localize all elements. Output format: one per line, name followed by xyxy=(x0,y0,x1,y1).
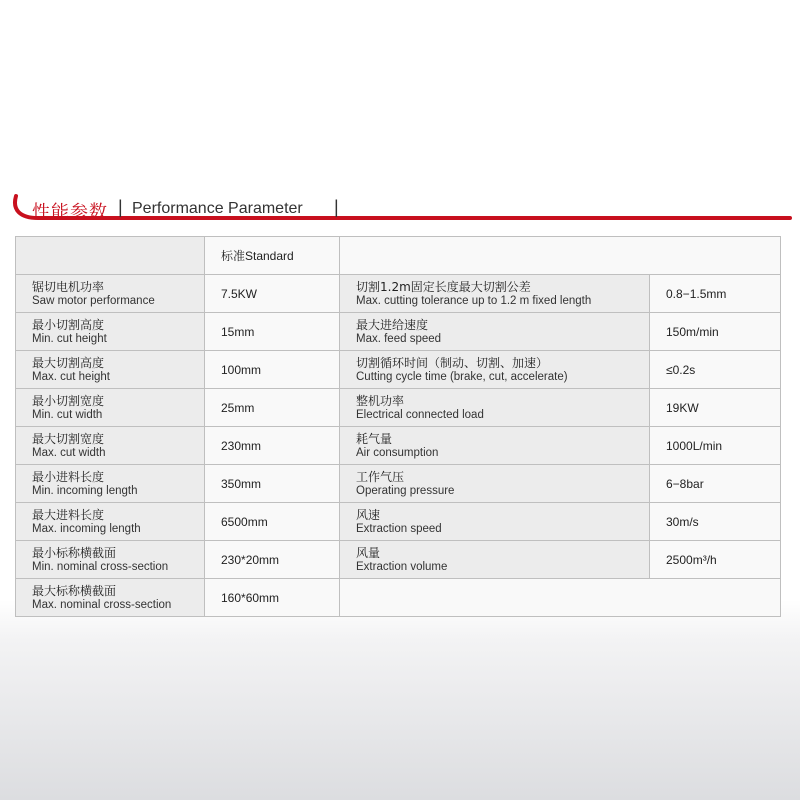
standard-header: 标准Standard xyxy=(205,237,340,275)
param-value: 6500mm xyxy=(205,503,340,541)
param-value: ≤0.2s xyxy=(650,351,781,389)
param-label-en: Min. nominal cross-section xyxy=(32,560,169,573)
param-value: 1000L/min xyxy=(650,427,781,465)
param-label-cn: 锯切电机功率 xyxy=(32,279,105,294)
param-label-cn: 工作气压 xyxy=(356,469,405,484)
param-label-cn: 整机功率 xyxy=(356,393,405,408)
param-label-cn: 切割1.2m固定长度最大切割公差 xyxy=(356,279,531,294)
title-separator: | xyxy=(334,197,339,217)
param-value: 0.8−1.5mm xyxy=(650,275,781,313)
param-label xyxy=(16,541,205,579)
param-label-en: Max. feed speed xyxy=(356,332,442,345)
page-title-cn: 性能参数 xyxy=(32,202,108,223)
table-row xyxy=(16,541,781,579)
param-value: 350mm xyxy=(205,465,340,503)
param-label-en: Min. cut width xyxy=(32,408,103,421)
table-row xyxy=(16,503,781,541)
param-label-en: Operating pressure xyxy=(356,484,455,497)
param-label xyxy=(16,427,205,465)
title-hook-icon xyxy=(10,190,800,230)
param-label-en: Cutting cycle time (brake, cut, accelerate) xyxy=(356,370,568,383)
param-label-cn: 最小切割宽度 xyxy=(32,393,105,408)
param-label xyxy=(16,275,205,313)
table-header-row xyxy=(16,237,781,275)
param-label xyxy=(340,313,650,351)
param-label xyxy=(16,503,205,541)
param-value: 230mm xyxy=(205,427,340,465)
param-label-en: Air consumption xyxy=(356,446,439,459)
param-label-en: Max. nominal cross-section xyxy=(32,598,172,611)
param-label-cn: 最小切割高度 xyxy=(32,317,105,332)
table-row xyxy=(16,579,781,617)
param-label-en: Electrical connected load xyxy=(356,408,484,421)
table-row xyxy=(16,351,781,389)
param-label-cn: 风速 xyxy=(356,507,381,522)
param-label-cn: 最大进给速度 xyxy=(356,317,429,332)
page-title-en: Performance Parameter xyxy=(132,200,303,217)
param-label xyxy=(340,503,650,541)
param-label-en: Min. cut height xyxy=(32,332,107,345)
param-value: 2500m³/h xyxy=(650,541,781,579)
param-label-cn: 最大切割高度 xyxy=(32,355,105,370)
param-label-en: Max. incoming length xyxy=(32,522,141,535)
param-value: 25mm xyxy=(205,389,340,427)
param-value: 30m/s xyxy=(650,503,781,541)
param-label-en: Min. incoming length xyxy=(32,484,138,497)
param-label-cn: 耗气量 xyxy=(356,431,393,446)
param-label-cn: 切割循环时间（制动、切割、加速） xyxy=(356,355,549,370)
param-value: 100mm xyxy=(205,351,340,389)
param-label-en: Saw motor performance xyxy=(32,294,155,307)
table-row xyxy=(16,389,781,427)
title-separator: | xyxy=(118,197,123,217)
param-label-cn: 最大进料长度 xyxy=(32,507,105,522)
param-label xyxy=(340,275,650,313)
param-label xyxy=(340,427,650,465)
param-label-cn: 最小进料长度 xyxy=(32,469,105,484)
header-empty-cell xyxy=(16,237,205,275)
param-label xyxy=(340,541,650,579)
param-value: 230*20mm xyxy=(205,541,340,579)
param-label xyxy=(16,579,205,617)
param-label xyxy=(340,465,650,503)
param-value: 19KW xyxy=(650,389,781,427)
param-label-en: Extraction volume xyxy=(356,560,448,573)
param-label xyxy=(340,351,650,389)
param-value: 150m/min xyxy=(650,313,781,351)
header-blank xyxy=(340,237,781,275)
blank-cell xyxy=(340,579,781,617)
param-label xyxy=(16,465,205,503)
param-value: 15mm xyxy=(205,313,340,351)
table-row xyxy=(16,275,781,313)
table-row xyxy=(16,465,781,503)
param-label xyxy=(16,313,205,351)
param-value: 160*60mm xyxy=(205,579,340,617)
param-value: 6−8bar xyxy=(650,465,781,503)
param-label-cn: 最大标称横截面 xyxy=(32,583,117,598)
param-label xyxy=(16,389,205,427)
performance-parameter-table xyxy=(15,236,781,617)
param-label-en: Max. cut height xyxy=(32,370,110,383)
param-label xyxy=(16,351,205,389)
table-row xyxy=(16,427,781,465)
param-label-cn: 最大切割宽度 xyxy=(32,431,105,446)
param-label-en: Max. cutting tolerance up to 1.2 m fixed length xyxy=(356,294,592,307)
table-row xyxy=(16,313,781,351)
param-label-cn: 风量 xyxy=(356,545,381,560)
param-label xyxy=(340,389,650,427)
param-label-en: Extraction speed xyxy=(356,522,442,535)
param-value: 7.5KW xyxy=(205,275,340,313)
param-label-en: Max. cut width xyxy=(32,446,106,459)
param-label-cn: 最小标称横截面 xyxy=(32,545,117,560)
